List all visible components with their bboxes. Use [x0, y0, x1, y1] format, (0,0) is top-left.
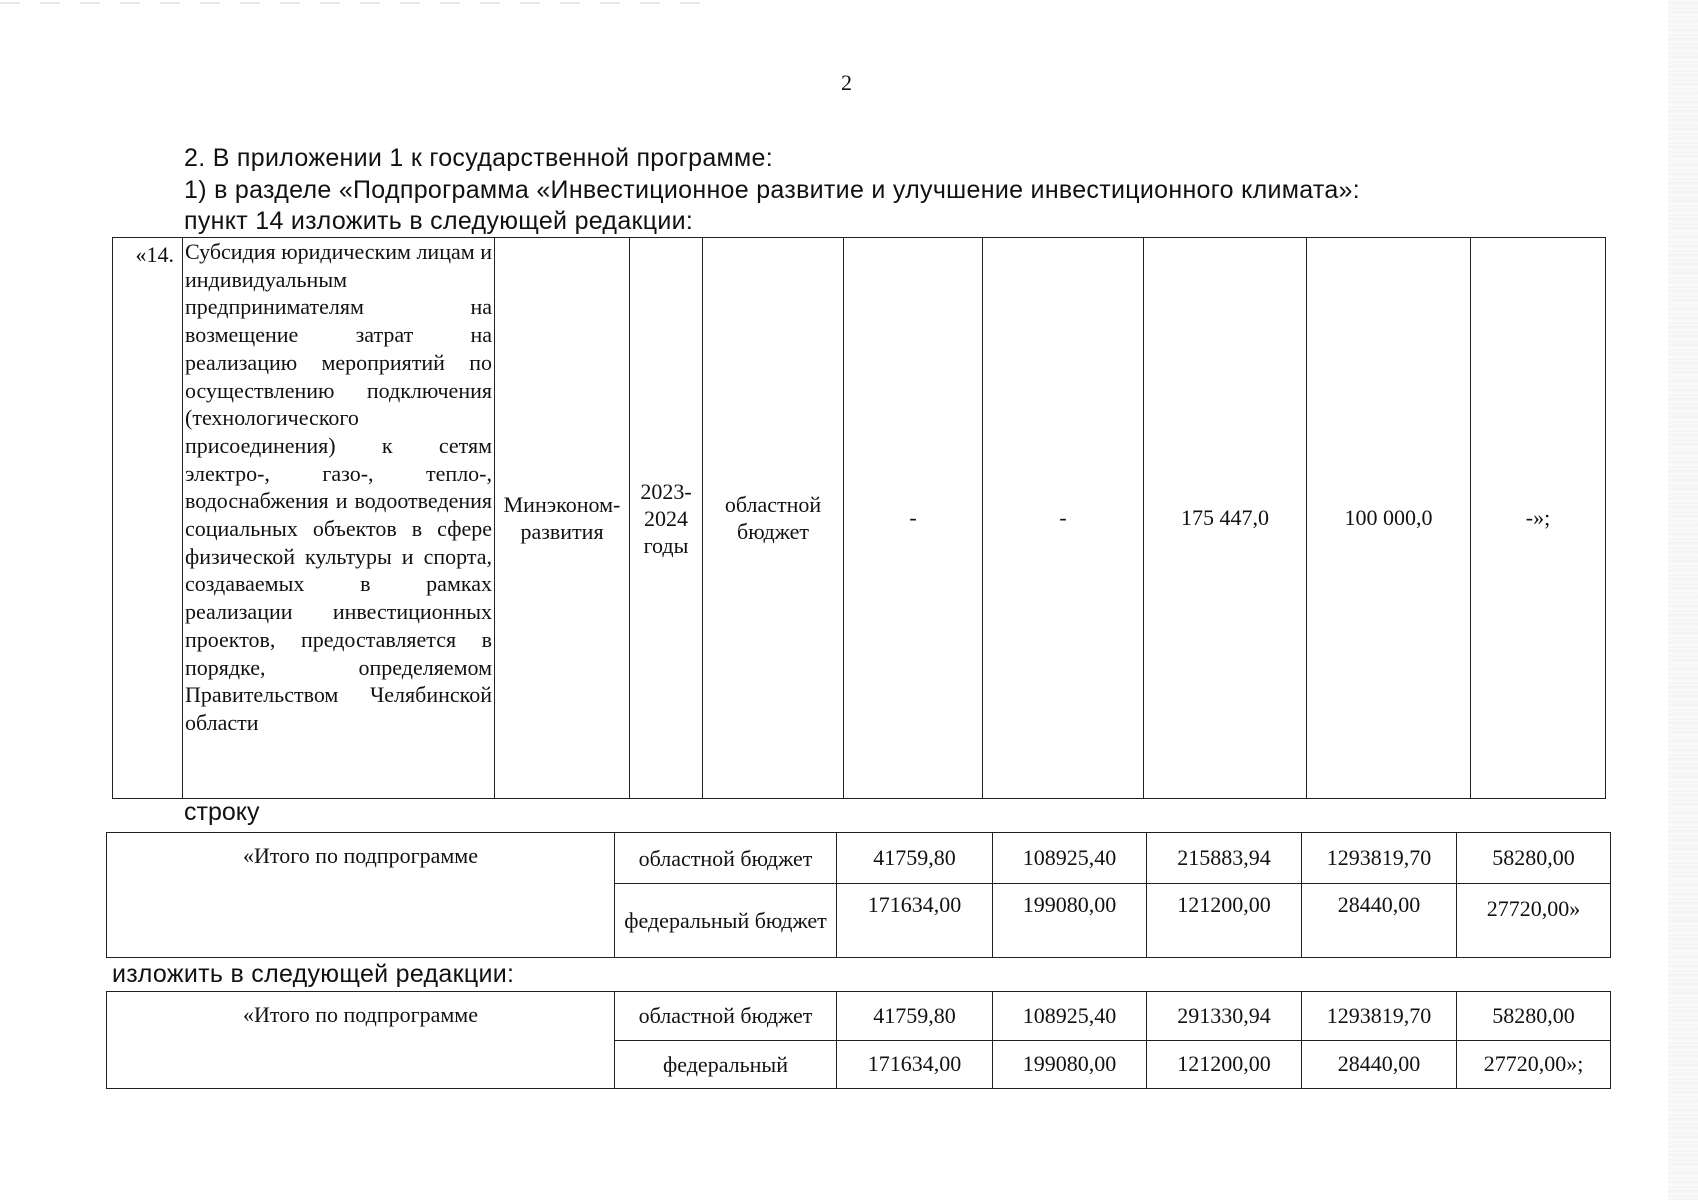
new-edition-label: изложить в следующей редакции:: [112, 960, 515, 988]
total-value: 41759,80: [837, 992, 993, 1041]
total-value: 121200,00: [1147, 884, 1302, 958]
item-14-table: [112, 237, 1606, 799]
total-value: 27720,00»;: [1457, 1040, 1611, 1089]
total-value: 121200,00: [1147, 1040, 1302, 1089]
item-value: -»;: [1471, 238, 1606, 799]
item-period: 2023-2024 годы: [630, 238, 703, 799]
total-value: 1293819,70: [1302, 833, 1457, 884]
total-value: 171634,00: [837, 1040, 993, 1089]
total-value: 108925,40: [993, 833, 1147, 884]
item-value: 175 447,0: [1144, 238, 1307, 799]
fund-name: областной бюджет: [615, 833, 837, 884]
total-value: 28440,00: [1302, 1040, 1457, 1089]
new-total-table: [106, 991, 1611, 1089]
total-value: 215883,94: [1147, 833, 1302, 884]
page-number: 2: [841, 70, 852, 95]
total-value: 28440,00: [1302, 884, 1457, 958]
item-value: 100 000,0: [1307, 238, 1471, 799]
scan-artifact: [0, 2, 700, 4]
total-value: 41759,80: [837, 833, 993, 884]
item-number: «14.: [113, 238, 183, 799]
table-row: [113, 238, 1606, 799]
intro-line-3: пункт 14 изложить в следующей редакции:: [184, 207, 694, 235]
total-value: 1293819,70: [1302, 992, 1457, 1041]
item-value: -: [983, 238, 1144, 799]
old-total-table: [106, 832, 1611, 958]
item-value: -: [844, 238, 983, 799]
total-label: «Итого по подпрограмме: [107, 833, 615, 958]
table-row: [107, 992, 1611, 1041]
table-row: [107, 833, 1611, 884]
fund-name: федеральный: [615, 1040, 837, 1089]
total-value: 108925,40: [993, 992, 1147, 1041]
item-description: Субсидия юридическим лицам и индивидуальным предпринимателям на возмещение затрат на реализацию мероприятий по осуществлению подключения (технологического присоединения) к сетям электро-, газо-, тепло-, водоснабжения и водоотведения социальных объектов в сфере физической культуры и спорта, создаваемых в рамках реализации инвестиционных проектов, предоставляется в порядке, определяемом Правительством Челябинской области: [183, 238, 495, 799]
fund-name: областной бюджет: [615, 992, 837, 1041]
total-value: 199080,00: [993, 884, 1147, 958]
intro-line-1: 2. В приложении 1 к государственной программе:: [184, 144, 773, 172]
item-executor: Минэконом-развития: [495, 238, 630, 799]
intro-line-2: 1) в разделе «Подпрограмма «Инвестиционное развитие и улучшение инвестиционного климата»:: [184, 176, 1361, 204]
scan-edge: [1668, 0, 1698, 1200]
total-label: «Итого по подпрограмме: [107, 992, 615, 1089]
stroku-label: строку: [184, 798, 260, 826]
total-value: 27720,00»: [1457, 884, 1611, 958]
total-value: 199080,00: [993, 1040, 1147, 1089]
total-value: 291330,94: [1147, 992, 1302, 1041]
item-source: областной бюджет: [703, 238, 844, 799]
fund-name: федеральный бюджет: [615, 884, 837, 958]
total-value: 58280,00: [1457, 992, 1611, 1041]
total-value: 171634,00: [837, 884, 993, 958]
total-value: 58280,00: [1457, 833, 1611, 884]
